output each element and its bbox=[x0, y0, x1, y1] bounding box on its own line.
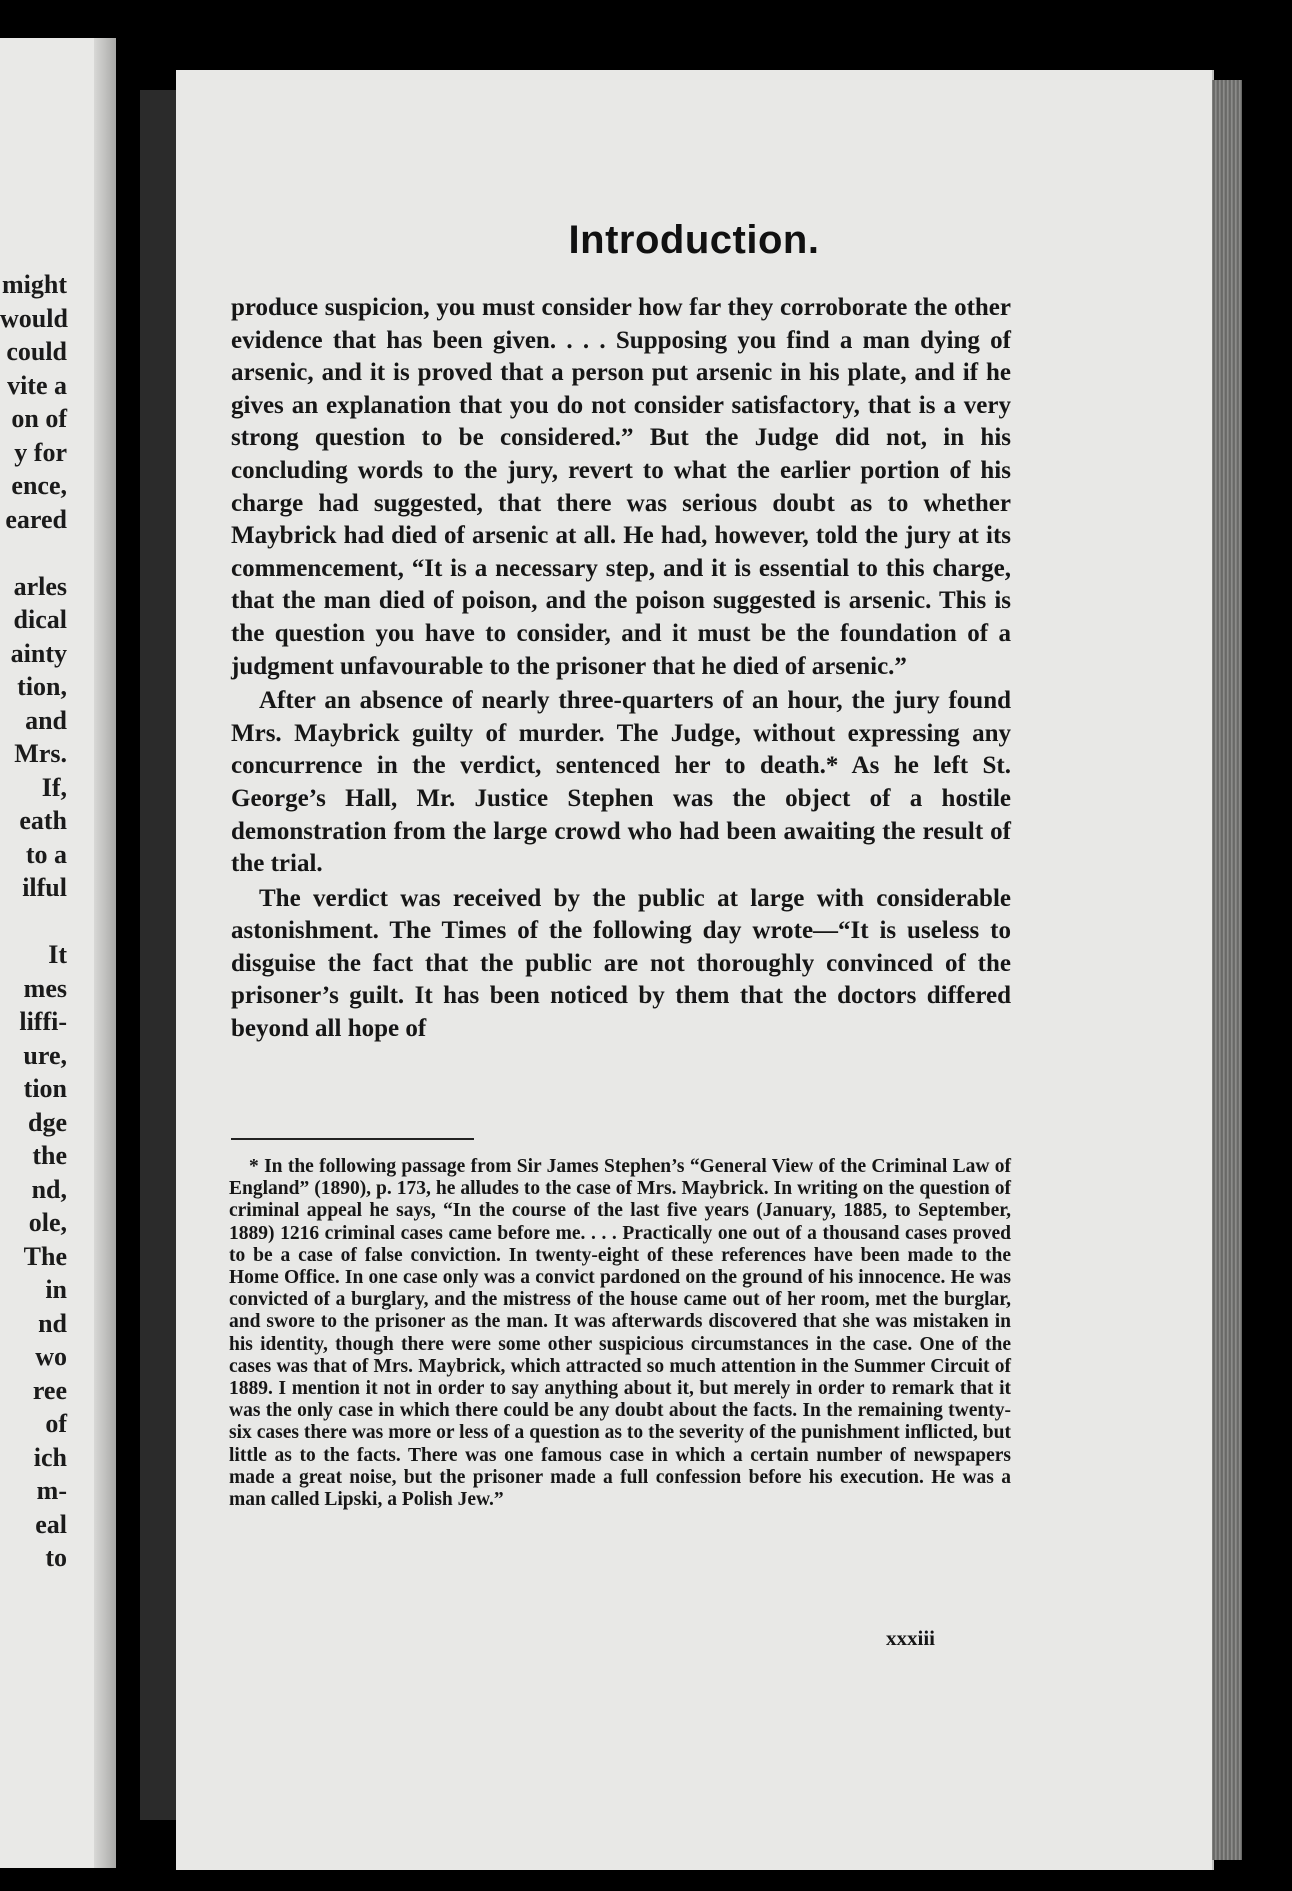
facing-line: dge bbox=[28, 1107, 67, 1137]
facing-line: ainty bbox=[10, 638, 67, 668]
facing-line: eared bbox=[5, 504, 67, 534]
facing-line: might bbox=[2, 270, 67, 299]
book-page bbox=[176, 70, 1214, 1870]
facing-line: vite a bbox=[7, 370, 67, 400]
book-gutter bbox=[94, 38, 116, 1868]
facing-line: ole, bbox=[28, 1208, 67, 1237]
paragraph: produce suspicion, you must consider how far they corroborate the other evidence that has been given. . . . Supposing you find a man dying of arsenic, and it is proved that a person put arsenic in his plate, and if he gives an explanation that you do not consider satisfactory, that is a very strong question to be considered.” But the Judge did not, in his concluding words to the jury, revert to what the earlier portion of his charge had suggested, that there was serious doubt as to whether Maybrick had died of arsenic at all. He had, however, told the jury at its commencement, “It is a necessary step, and it is essential to this charge, that the man died of poison, and the poison suggested is arsenic. This is the question you have to consider, and it must be the foundation of a judgment unfavourable to the prisoner that he died of arsenic.” bbox=[231, 294, 1011, 680]
facing-line: tion, bbox=[17, 672, 67, 701]
facing-line: and bbox=[25, 705, 67, 735]
facing-line: to bbox=[45, 1543, 67, 1572]
facing-line: liffi- bbox=[19, 1007, 67, 1036]
facing-line: in bbox=[45, 1275, 67, 1304]
paragraph: The verdict was received by the public at large with considerable astonishment. The Times of the following day wrote—“It is useless to disguise the fact that the public are not thoroughly convinced of the prisoner’s guilt. It has been noticed by them that the doctors differed beyond all hope of bbox=[231, 884, 1011, 1043]
facing-line: ich bbox=[33, 1442, 67, 1472]
facing-line: m- bbox=[36, 1476, 67, 1505]
footnote bbox=[229, 1156, 1011, 1511]
facing-line: mes bbox=[23, 973, 67, 1003]
book-spine bbox=[140, 90, 176, 1820]
facing-line: would bbox=[0, 303, 68, 333]
paragraph: After an absence of nearly three-quarters of an hour, the jury found Mrs. Maybrick guilty of murder. The Judge, without expressing any concurrence in the verdict, sentenced her to death.* As he left St. George’s Hall, Mr. Justice Stephen was the object of a hostile demonstration from the large crowd who had been awaiting the result of the trial. bbox=[231, 687, 1011, 878]
facing-line: to a bbox=[25, 839, 67, 869]
facing-line: If, bbox=[41, 772, 67, 802]
facing-line: the bbox=[32, 1141, 67, 1170]
footnote-text: * In the following passage from Sir James Stephen’s “General View of the Criminal Law of England” (1890), p. 173, he alludes to the case of Mrs. Maybrick. In writing on the question of criminal appeal he says, “In the course of the last five years (January, 1885, to September, 1889) 1216 criminal cases came before me. . . . Practically one out of a thousand cases proved to be a case of false conviction. In twenty-eight of these references have been made to the Home Office. In one case only was a convict pardoned on the ground of his innocence. He was convicted of a burglary, and the mistress of the house came out of her room, met the burglar, and swore to the prisoner as the man. It was afterwards discovered that she was mistaken in his identity, though there were some other suspicious circumstances in the case. One of the cases was that of Mrs. Maybrick, which attracted so much attention in the Summer Circuit of 1889. I mention it not in order to say anything about it, but merely in order to remark that it was the only case in which there could be any doubt about the facts. In the remaining twenty-six cases there was more or less of a question as to the severity of the punishment inflicted, but little as to the facts. There was one famous case in which a certain number of newspapers made a great noise, but the prisoner made a full confession before his execution. He was a man called Lipski, a Polish Jew.” bbox=[229, 1156, 1011, 1511]
facing-line: y for bbox=[14, 437, 67, 467]
facing-line: ilful bbox=[22, 873, 67, 902]
facing-line: ree bbox=[32, 1375, 67, 1405]
facing-line: nd, bbox=[31, 1174, 67, 1204]
facing-line: It bbox=[48, 940, 67, 969]
facing-line: tion bbox=[23, 1074, 67, 1103]
page-edges bbox=[1212, 80, 1242, 1860]
facing-line: of bbox=[45, 1409, 67, 1438]
facing-line: on of bbox=[11, 404, 67, 433]
facing-line: ure, bbox=[23, 1040, 67, 1070]
facing-line: could bbox=[6, 337, 67, 366]
facing-line: wo bbox=[35, 1342, 67, 1371]
facing-line: eal bbox=[35, 1509, 67, 1539]
body-text bbox=[231, 292, 1011, 1046]
facing-line: Mrs. bbox=[14, 739, 67, 768]
running-head: Introduction. bbox=[568, 218, 820, 262]
facing-line: dical bbox=[13, 605, 67, 634]
page-number: xxxiii bbox=[886, 1626, 936, 1650]
footnote-rule bbox=[231, 1138, 474, 1140]
facing-line: nd bbox=[38, 1308, 67, 1338]
facing-line: ence, bbox=[11, 471, 67, 500]
facing-line: arles bbox=[13, 571, 67, 601]
facing-line: The bbox=[23, 1241, 67, 1271]
facing-line: eath bbox=[19, 806, 67, 835]
